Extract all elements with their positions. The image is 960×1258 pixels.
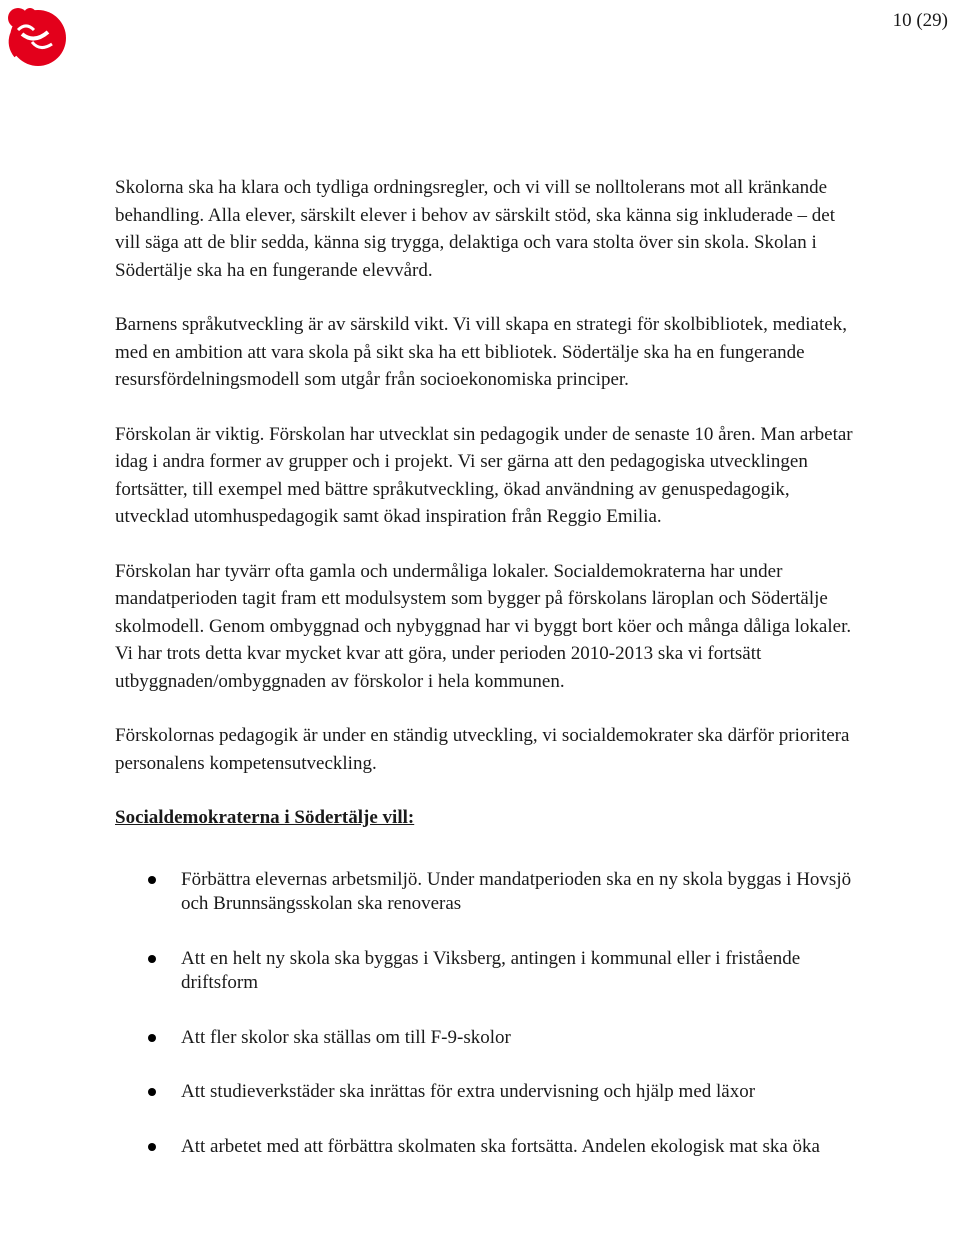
list-item <box>115 1080 855 1105</box>
bullet-icon <box>148 876 156 884</box>
bullet-icon <box>148 1034 156 1042</box>
rose-logo-icon <box>4 4 68 68</box>
list-item-text: Att en helt ny skola ska byggas i Viksberg, antingen i kommunal eller i fristående driftsform <box>181 947 801 993</box>
list-item <box>115 1026 855 1051</box>
list-item-text: Att arbetet med att förbättra skolmaten ska fortsätta. Andelen ekologisk mat ska öka <box>181 1135 820 1157</box>
list-item-text: Förbättra elevernas arbetsmiljö. Under mandatperioden ska en ny skola byggas i Hovsjö och Brunnsängsskolan ska renoveras <box>181 868 852 914</box>
paragraph: Förskolornas pedagogik är under en ständig utveckling, vi socialdemokrater ska därför prioritera personalens kompetensutveckling. <box>115 725 850 774</box>
bullet-list <box>115 868 855 1160</box>
bullet-icon <box>148 1143 156 1151</box>
paragraph: Förskolan är viktig. Förskolan har utvecklat sin pedagogik under de senaste 10 åren. Man arbetar idag i andra former av grupper och i projekt. Vi ser gärna att den pedagogiska utvecklingen fortsätter, till exempel med bättre språkutveckling, ökad användning av genuspedagogik, utvecklad utomhuspedagogik samt ökad inspiration från Reggio Emilia. <box>115 423 853 527</box>
list-item-text: Att studieverkstäder ska inrättas för extra undervisning och hjälp med läxor <box>181 1081 756 1102</box>
paragraph: Barnens språkutveckling är av särskild vikt. Vi vill skapa en strategi för skolbibliotek, mediatek, med en ambition att vara skola på sikt ska ha ett bibliotek. Södertälje ska ha en fungerande resursfördelningsmodell som utgår från socioekonomiska principer. <box>115 314 847 390</box>
list-item-text: Att fler skolor ska ställas om till F-9-skolor <box>181 1026 511 1048</box>
document-body <box>115 174 855 1189</box>
list-item <box>115 947 855 996</box>
bullet-icon <box>148 1088 156 1096</box>
list-item <box>115 868 855 917</box>
paragraph: Skolorna ska ha klara och tydliga ordningsregler, och vi vill se nolltolerans mot all kränkande behandling. Alla elever, särskilt elever i behov av särskilt stöd, ska känna sig inkluderade – det vill säga att de blir sedda, känna sig trygga, delaktiga och vara stolta över sin skola. Skolan i Södertälje ska ha en fungerande elevvård. <box>115 177 835 281</box>
logo <box>4 4 68 68</box>
list-item <box>115 1135 855 1160</box>
section-heading: Socialdemokraterna i Södertälje vill: <box>115 807 415 828</box>
paragraph: Förskolan har tyvärr ofta gamla och undermåliga lokaler. Socialdemokraterna har under mandatperioden tagit fram ett modulsystem som bygger på förskolans läroplan och Södertälje skolmodell. Genom ombyggnad och nybyggnad har vi byggt bort köer och många dåliga lokaler. Vi har trots detta kvar mycket kvar att göra, under perioden 2010-2013 ska vi fortsätt utbyggnaden/ombyggnaden av förskolor i hela kommunen. <box>115 560 852 692</box>
bullet-icon <box>148 955 156 963</box>
page-number: 10 (29) <box>892 10 948 31</box>
